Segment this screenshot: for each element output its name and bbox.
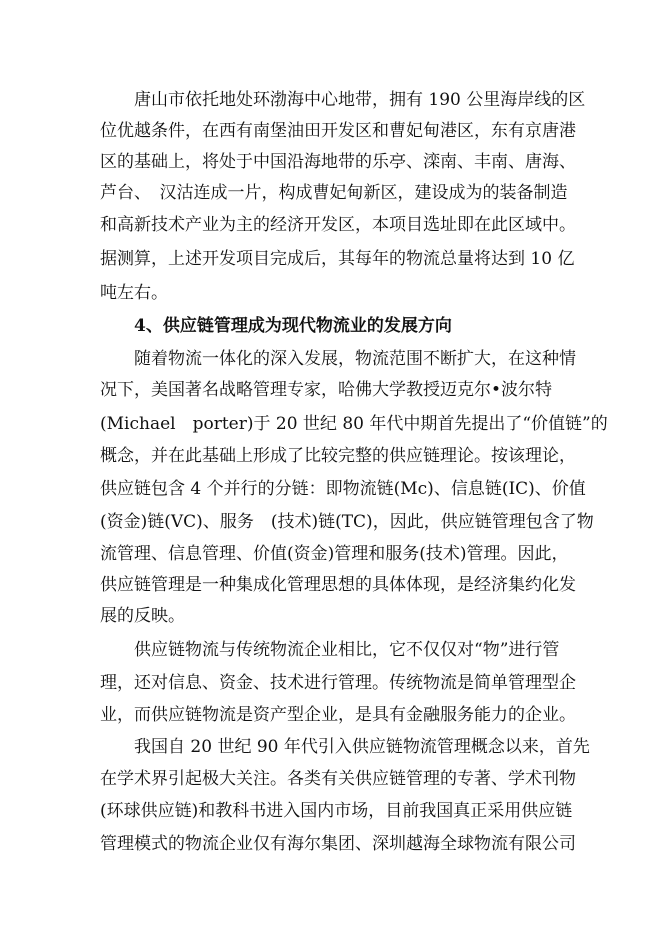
paragraph-1-line: 芦台、 汉沽连成一片，构成曹妃甸新区，建设成为的装备制造: [100, 183, 568, 203]
paragraph-3-line: 理，还对信息、资金、技术进行管理。传统物流是简单管理型企: [100, 673, 576, 693]
paragraph-4-line: (环球供应链)和教科书进入国内市场，目前我国真正采用供应链: [100, 801, 573, 821]
paragraph-2-line: 流管理、信息管理、价值(资金)管理和服务(技术)管理。因此，: [100, 544, 569, 564]
paragraph-1-line: 吨左右。: [100, 283, 168, 303]
paragraph-4-line: 管理模式的物流企业仅有海尔集团、深圳越海全球物流有限公司: [100, 834, 576, 854]
section-heading: 4、供应链管理成为现代物流业的发展方向: [134, 316, 452, 336]
paragraph-1-line: 位优越条件，在西有南堡油田开发区和曹妃甸港区，东有京唐港: [100, 121, 576, 141]
paragraph-2-line: (Michael porter)于 20 世纪 80 年代中期首先提出了“价值链”的: [100, 414, 608, 434]
paragraph-3-line: 供应链物流与传统物流企业相比，它不仅仅对“物”进行管: [134, 640, 560, 660]
paragraph-2-line: 况下，美国著名战略管理专家，哈佛大学教授迈克尔•波尔特: [100, 380, 553, 400]
paragraph-2-line: 概念，并在此基础上形成了比较完整的供应链理论。按该理论，: [100, 446, 576, 466]
paragraph-1-line: 据测算，上述开发项目完成后，其每年的物流总量将达到 10 亿: [100, 249, 575, 269]
paragraph-3-line: 业，而供应链物流是资产型企业，是具有金融服务能力的企业。: [100, 705, 576, 725]
paragraph-2-line: 展的反映。: [100, 606, 185, 626]
paragraph-2-line: (资金)链(VC)、服务 (技术)链(TC)，因此，供应链管理包含了物: [100, 512, 594, 532]
paragraph-2-line: 供应链管理是一种集成化管理思想的具体体现，是经济集约化发: [100, 575, 576, 595]
paragraph-2-line: 供应链包含 4 个并行的分链：即物流链(Mc)、信息链(IC)、价值: [100, 479, 586, 499]
paragraph-1-line: 唐山市依托地处环渤海中心地带，拥有 190 公里海岸线的区: [134, 90, 586, 110]
paragraph-4-line: 我国自 20 世纪 90 年代引入供应链物流管理概念以来，首先: [134, 737, 590, 757]
paragraph-1-line: 区的基础上，将处于中国沿海地带的乐亭、滦南、丰南、唐海、: [100, 152, 576, 172]
paragraph-2-line: 随着物流一体化的深入发展，物流范围不断扩大，在这种情: [134, 349, 576, 369]
paragraph-4-line: 在学术界引起极大关注。各类有关供应链管理的专著、学术刊物: [100, 769, 576, 789]
paragraph-1-line: 和高新技术产业为主的经济开发区，本项目选址即在此区域中。: [100, 215, 576, 235]
